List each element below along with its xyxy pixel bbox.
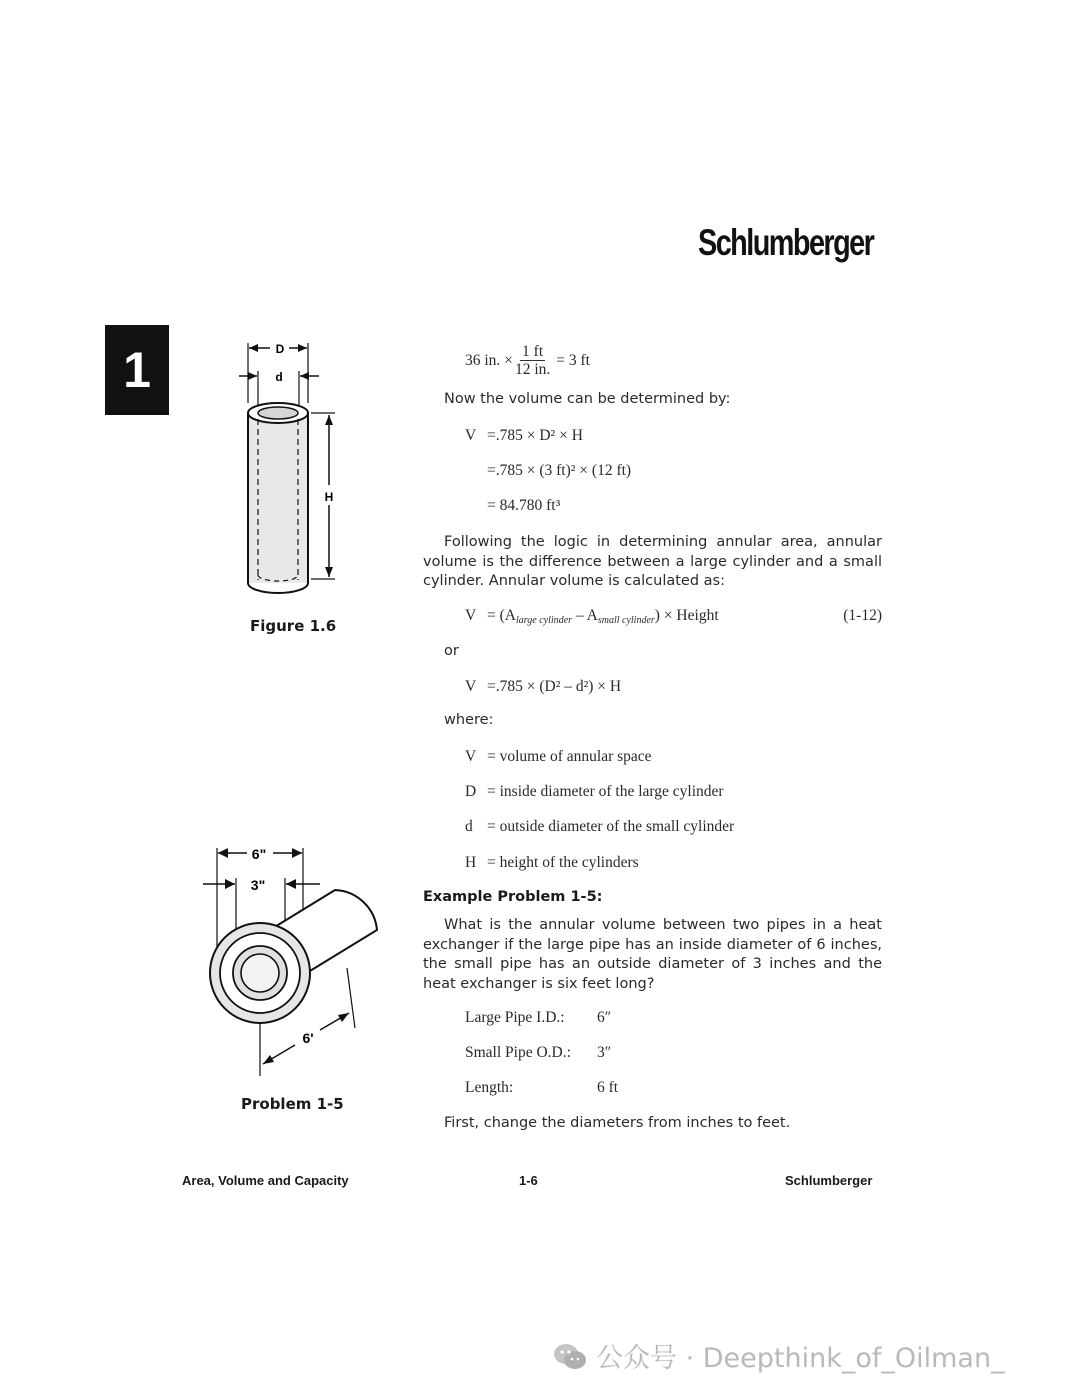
label-outer-diameter: 6" [251, 846, 267, 862]
label-D: D [275, 342, 285, 356]
conversion-fraction [515, 343, 550, 378]
closing-text: First, change the diameters from inches to feet. [444, 1115, 791, 1131]
equation-1-12 [465, 607, 882, 626]
given-row [465, 1009, 611, 1027]
figure-1-6-caption: Figure 1.6 [250, 617, 337, 635]
given-label: Length: [465, 1079, 514, 1096]
eq12-sub-large: large cylinder [515, 615, 572, 626]
eq12-part-end: ) × Height [654, 607, 719, 624]
or-text: or [444, 643, 459, 659]
where-text: where: [444, 712, 494, 728]
definition-symbol: H [465, 854, 477, 871]
definition-symbol: d [465, 818, 473, 835]
eq12-part-a: = (A [487, 607, 516, 624]
equation-alternate [465, 678, 621, 696]
footer-company: Schlumberger [785, 1173, 873, 1188]
definition-row [465, 783, 724, 801]
definition-text: = height of the cylinders [487, 854, 639, 871]
equation-number: (1-12) [843, 607, 882, 624]
given-value: 3″ [597, 1044, 612, 1061]
definition-symbol: D [465, 783, 477, 800]
definition-row [465, 748, 652, 766]
fraction-numerator: 1 ft [522, 343, 544, 360]
footer-section-title: Area, Volume and Capacity [182, 1173, 349, 1188]
label-d: d [275, 370, 283, 384]
definition-row [465, 854, 639, 872]
chapter-tab: 1 [105, 325, 169, 415]
label-H: H [324, 490, 334, 504]
footer-page-number: 1-6 [519, 1173, 538, 1188]
eq-alt-rhs: =.785 × (D² – d²) × H [487, 678, 622, 695]
conversion-equation [465, 343, 590, 378]
wechat-icon [552, 1341, 588, 1371]
volume-eq-symbol: V [465, 427, 477, 444]
annular-volume-paragraph: Following the logic in determining annular area, annular volume is the difference between a large cylinder and a small cylinder. Annular volume is calculated as: [423, 534, 882, 589]
eq12-sub-small: small cylinder [597, 615, 655, 626]
example-heading: Example Problem 1-5: [423, 889, 603, 905]
given-label: Large Pipe I.D.: [465, 1009, 565, 1026]
conversion-lhs: 36 in. × [465, 351, 513, 369]
company-logo: Schlumberger [698, 222, 874, 263]
definition-row [465, 818, 734, 836]
definition-text: = inside diameter of the large cylinder [487, 783, 724, 800]
eq-alt-symbol: V [465, 678, 477, 695]
watermark-text: 公众号 · Deepthink_of_Oilman_ [596, 1343, 1005, 1374]
conversion-rhs: = 3 ft [556, 351, 590, 369]
eq12-symbol: V [465, 607, 477, 624]
label-inner-diameter: 3" [250, 877, 266, 893]
problem-1-5-diagram [195, 838, 390, 1083]
intro-text: Now the volume can be determined by: [444, 391, 731, 407]
volume-eq-rhs: =.785 × D² × H [487, 427, 583, 444]
volume-equation-2: =.785 × (3 ft)² × (12 ft) [487, 462, 632, 479]
volume-equation-3: = 84.780 ft³ [487, 497, 561, 514]
definition-text: = outside diameter of the small cylinder [487, 818, 735, 835]
definition-symbol: V [465, 748, 477, 765]
definition-text: = volume of annular space [487, 748, 652, 765]
example-problem-text: What is the annular volume between two pipes in a heat exchanger if the large pipe has an inside diameter of 6 inches, the small pipe has an outside diameter of 3 inches and the heat exchanger is six feet long? [423, 917, 882, 992]
volume-equation-1 [465, 427, 583, 445]
figure-1-6-diagram [225, 335, 350, 600]
given-row [465, 1044, 611, 1062]
watermark [552, 1336, 1005, 1375]
given-value: 6″ [597, 1009, 612, 1026]
given-label: Small Pipe O.D.: [465, 1044, 571, 1061]
given-value: 6 ft [597, 1079, 619, 1096]
label-length: 6' [302, 1030, 314, 1046]
fraction-denominator: 12 in. [514, 361, 551, 378]
eq12-part-mid: – A [572, 607, 598, 624]
given-row [465, 1079, 618, 1097]
problem-1-5-caption: Problem 1-5 [241, 1095, 344, 1113]
